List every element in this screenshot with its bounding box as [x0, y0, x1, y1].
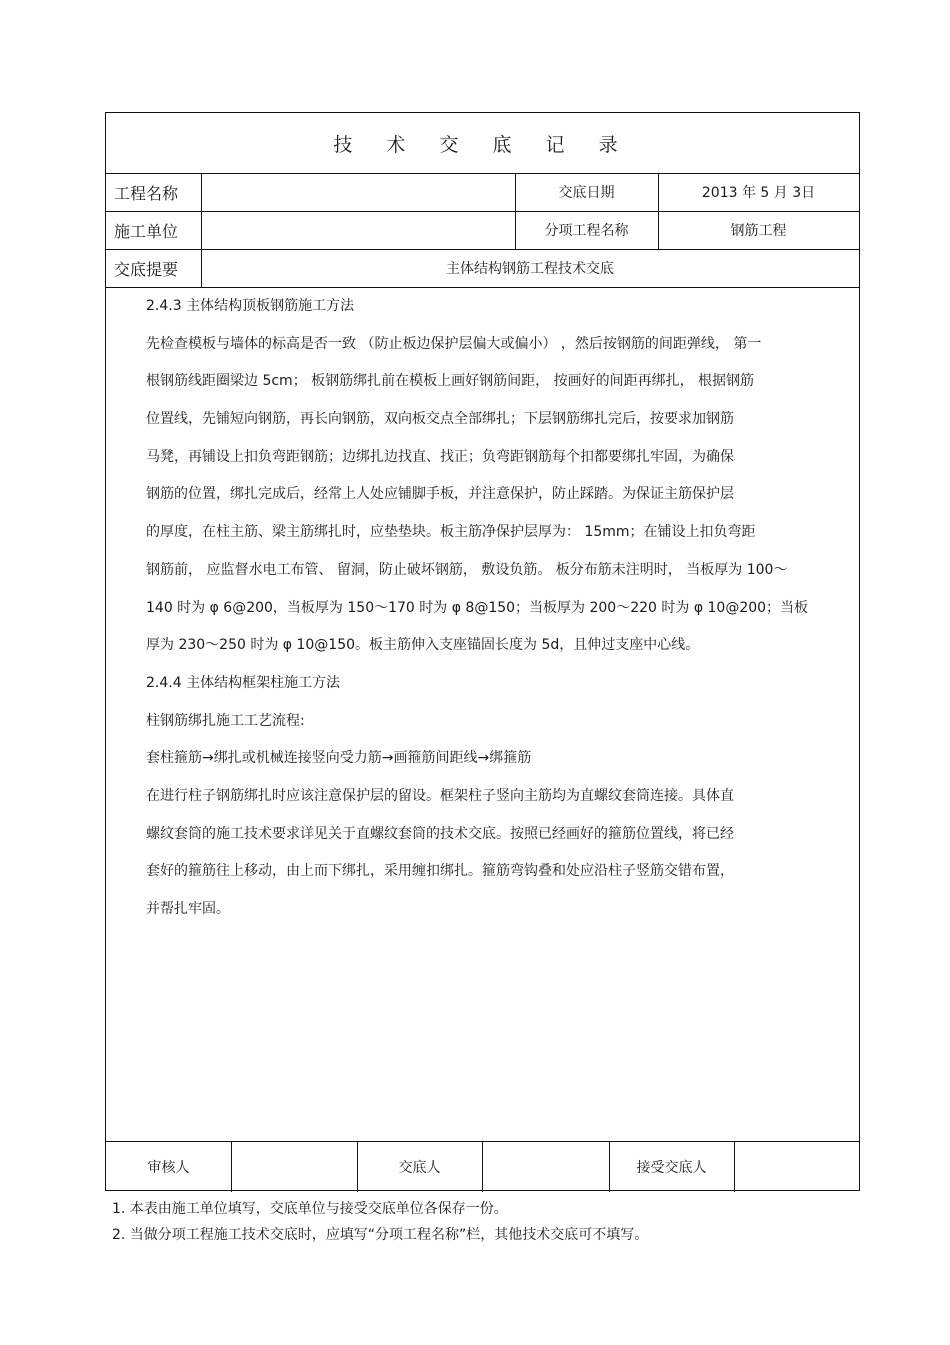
content-line: 并帮扎牢固。	[146, 901, 230, 917]
date-label: 交底日期	[558, 185, 615, 201]
technical-disclosure-form	[105, 112, 860, 1191]
project-name-field[interactable]	[201, 173, 515, 211]
subproject-label: 分项工程名称	[544, 223, 629, 239]
content-line: 2.4.3 主体结构顶板钢筋施工方法	[146, 298, 355, 314]
content-line: 2.4.4 主体结构框架柱施工方法	[146, 674, 341, 691]
reviewer-field[interactable]	[231, 1141, 357, 1192]
content-line: 在进行柱子钢筋绑扎时应该注意保护层的留设。框架柱子竖向主筋均为直螺纹套筒连接。具体直	[146, 787, 734, 804]
construction-unit-label: 施工单位	[114, 221, 179, 241]
content-line: 钢筋的位置，绑扎完成后，经常上人处应铺脚手板，并注意保护，防止踩踏。为保证主筋保护层	[146, 486, 734, 503]
project-name-label: 工程名称	[114, 183, 179, 203]
note-item: 1. 本表由施工单位填写，交底单位与接受交底单位各保存一份。	[112, 1201, 508, 1217]
reviewer-label: 审核人	[147, 1159, 190, 1176]
content-line: 螺纹套筒的施工技术要求详见关于直螺纹套筒的技术交底。按照已经画好的箍筋位置线，将已经	[146, 825, 734, 842]
content-line: 柱钢筋绑扎施工工艺流程:	[146, 712, 305, 729]
content-line: 位置线，先铺短向钢筋，再长向钢筋，双向板交点全部绑扎；下层钢筋绑扎完后，按要求加钢筋	[146, 411, 734, 428]
content-line: 钢筋前， 应监督水电工布管、 留洞，防止破坏钢筋， 敷设负筋。 板分布筋未注明时， 当板厚为 100～	[146, 561, 788, 578]
summary-field[interactable]: 主体结构钢筋工程技术交底	[446, 261, 614, 277]
receiver-label: 接受交底人	[636, 1159, 707, 1176]
summary-label: 交底提要	[114, 259, 179, 279]
content-line: 马凳，再铺设上扣负弯距钢筋；边绑扎边找直、找正；负弯距钢筋每个扣都要绑扎牢固，为确保	[146, 448, 734, 465]
note-item: 2. 当做分项工程施工技术交底时，应填写“分项工程名称”栏，其他技术交底可不填写。	[112, 1227, 649, 1243]
subproject-field[interactable]: 钢筋工程	[730, 223, 787, 239]
content-line: 套柱箍筋→绑扎或机械连接竖向受力筋→画箍筋间距线→绑箍筋	[146, 750, 532, 767]
form-title: 技 术 交 底 记 录	[333, 133, 632, 156]
content-line: 套好的箍筋往上移动，由上而下绑扎，采用缠扣绑扎。箍筋弯钩叠和处应沿柱子竖筋交错布置，	[146, 863, 734, 880]
construction-unit-field[interactable]	[201, 211, 515, 249]
disclosure-content	[146, 288, 858, 929]
form-notes	[112, 1196, 648, 1248]
receiver-field[interactable]	[734, 1141, 859, 1192]
content-line: 根钢筋线距圈梁边 5cm； 板钢筋绑扎前在模板上画好钢筋间距， 按画好的间距再绑扎， 根据钢筋	[146, 373, 755, 390]
content-line: 先检查模板与墙体的标高是否一致 （防止板边保护层偏大或偏小） ，然后按钢筋的间距弹线， 第一	[146, 335, 762, 352]
content-line: 厚为 230～250 时为 φ 10@150。板主筋伸入支座锚固长度为 5d，且伸过支座中心线。	[146, 637, 700, 654]
presenter-field[interactable]	[482, 1141, 609, 1192]
presenter-label: 交底人	[398, 1159, 441, 1176]
content-line: 的厚度，在柱主筋、梁主筋绑扎时，应垫垫块。板主筋净保护层厚为： 15mm；在铺设上扣负弯距	[146, 524, 756, 541]
date-field[interactable]: 2013 年 5 月 3日	[701, 185, 816, 201]
content-line: 140 时为 φ 6@200，当板厚为 150～170 时为 φ 8@150；当板厚为 200～220 时为 φ 10@200；当板	[146, 599, 809, 616]
